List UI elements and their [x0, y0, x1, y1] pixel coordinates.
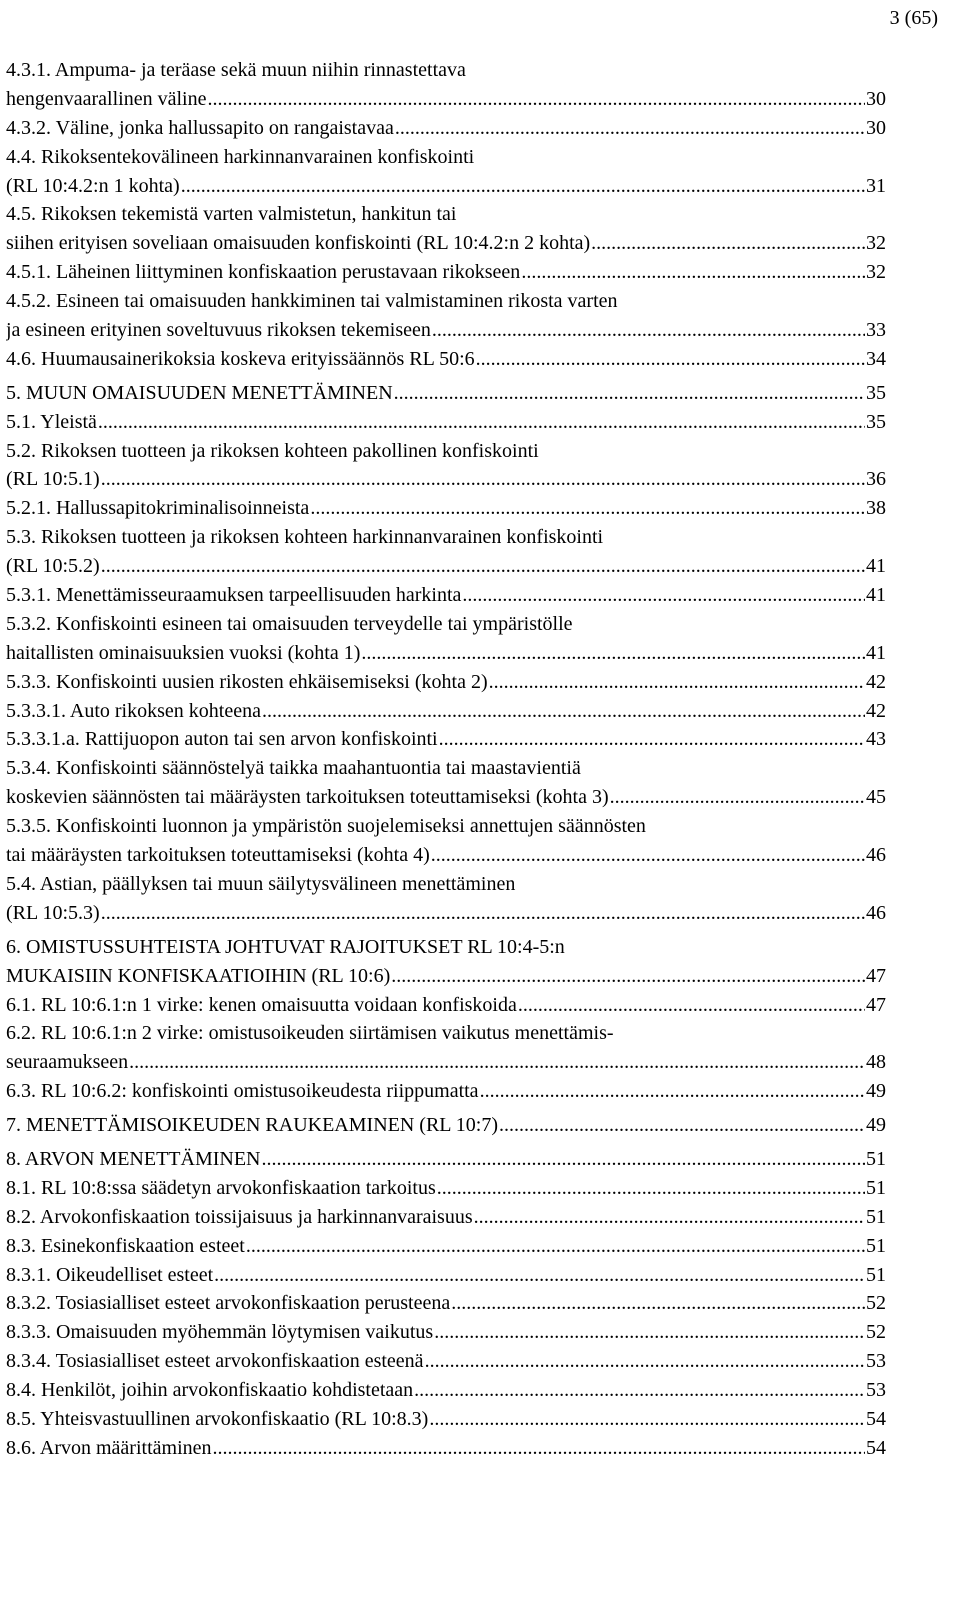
toc-entry[interactable] [6, 287, 886, 316]
toc-entry-page: 51 [866, 1147, 886, 1170]
dot-leader [246, 1232, 865, 1261]
toc-entry-title: haitallisten ominaisuuksien vuoksi (kohta 1) [6, 641, 361, 664]
dot-leader [101, 899, 865, 928]
dot-leader [439, 725, 865, 754]
toc-entry[interactable] [6, 725, 886, 754]
toc-entry-page: 45 [866, 786, 886, 809]
toc-entry-title: 8.4. Henkilöt, joihin arvokonfiskaatio kohdistetaan [6, 1379, 414, 1402]
dot-leader [361, 639, 865, 668]
toc-entry-title: 5.3.3.1.a. Rattijuopon auton tai sen arvon konfiskointi [6, 728, 438, 751]
toc-entry-title: 4.5. Rikoksen tekemistä varten valmistetun, hankitun tai [6, 203, 457, 226]
dot-leader [310, 494, 865, 523]
toc-entry-title: 7. MENETTÄMISOIKEUDEN RAUKEAMINEN (RL 10:7) [6, 1114, 498, 1137]
dot-leader [432, 316, 865, 345]
toc-entry-title: 6.1. RL 10:6.1:n 1 virke: kenen omaisuutta voidaan konfiskoida [6, 993, 517, 1016]
dot-leader [207, 85, 865, 114]
dot-leader [480, 1077, 865, 1106]
toc-entry-title: 8.3.4. Tosiasialliset esteet arvokonfiskaation esteenä [6, 1350, 424, 1373]
toc-entry-page: 46 [866, 901, 886, 924]
toc-entry[interactable] [6, 345, 886, 374]
toc-entry-title: 5.3. Rikoksen tuotteen ja rikoksen kohteen harkinnanvarainen konfiskointi [6, 526, 604, 549]
toc-entry-page: 52 [866, 1292, 886, 1315]
toc-entry-page: 51 [866, 1176, 886, 1199]
toc-entry[interactable] [6, 812, 886, 841]
toc-entry-title: MUKAISIIN KONFISKAATIOIHIN (RL 10:6) [6, 964, 391, 987]
toc-entry[interactable] [6, 56, 886, 85]
toc-entry-title: (RL 10:5.1) [6, 468, 100, 491]
toc-entry-title: 8.5. Yhteisvastuullinen arvokonfiskaatio (RL 10:8.3) [6, 1407, 429, 1430]
toc-entry-title: 8.6. Arvon määrittäminen [6, 1436, 212, 1459]
dot-leader [213, 1434, 865, 1463]
toc-entry[interactable] [6, 1232, 886, 1261]
toc-entry-page: 38 [866, 497, 886, 520]
toc-entry-page: 51 [866, 1263, 886, 1286]
toc-entry-page: 52 [866, 1321, 886, 1344]
toc-entry-title: (RL 10:4.2:n 1 kohta) [6, 174, 180, 197]
toc-entry[interactable] [6, 610, 886, 639]
toc-entry-title: 5.4. Astian, päällyksen tai muun säilytysvälineen menettäminen [6, 872, 516, 895]
toc-entry[interactable] [6, 841, 886, 870]
dot-leader [499, 1111, 865, 1140]
toc-entry[interactable] [6, 379, 886, 408]
toc-entry-page: 42 [866, 699, 886, 722]
toc-entry-title: tai määräysten tarkoituksen toteuttamiseksi (kohta 4) [6, 844, 430, 867]
toc-entry-page: 33 [866, 319, 886, 342]
toc-entry[interactable] [6, 437, 886, 466]
toc-entry-title: 5.2.1. Hallussapitokriminalisoinneista [6, 497, 310, 520]
dot-leader [391, 962, 865, 991]
toc-entry-page: 47 [866, 964, 886, 987]
toc-entry[interactable] [6, 523, 886, 552]
dot-leader [425, 1347, 865, 1376]
toc-entry[interactable] [6, 552, 886, 581]
table-of-contents [6, 56, 886, 1463]
toc-entry-page: 53 [866, 1379, 886, 1402]
toc-entry[interactable] [6, 991, 886, 1020]
toc-entry[interactable] [6, 258, 886, 287]
toc-entry[interactable] [6, 581, 886, 610]
toc-entry-title: 4.6. Huumausainerikoksia koskeva erityissäännös RL 50:6 [6, 347, 475, 370]
toc-entry-title: 5.3.1. Menettämisseuraamuksen tarpeellisuuden harkinta [6, 584, 462, 607]
toc-entry[interactable] [6, 85, 886, 114]
dot-leader [462, 581, 865, 610]
dot-leader [591, 229, 865, 258]
toc-entry[interactable] [6, 1077, 886, 1106]
toc-entry[interactable] [6, 1376, 886, 1405]
toc-entry[interactable] [6, 316, 886, 345]
toc-entry-page: 32 [866, 232, 886, 255]
dot-leader [395, 114, 865, 143]
toc-entry[interactable] [6, 143, 886, 172]
toc-entry-page: 51 [866, 1205, 886, 1228]
toc-entry[interactable] [6, 933, 886, 962]
toc-entry-title: ja esineen erityinen soveltuvuus rikoksen tekemiseen [6, 319, 431, 342]
toc-entry-page: 48 [866, 1051, 886, 1074]
toc-entry[interactable] [6, 200, 886, 229]
toc-entry-page: 35 [866, 410, 886, 433]
toc-entry-page: 47 [866, 993, 886, 1016]
toc-entry-title: 5.2. Rikoksen tuotteen ja rikoksen kohteen pakollinen konfiskointi [6, 439, 539, 462]
toc-entry-title: 6. OMISTUSSUHTEISTA JOHTUVAT RAJOITUKSET RL 10:4-5:n [6, 935, 565, 958]
toc-entry-title: seuraamukseen [6, 1051, 129, 1074]
toc-entry-page: 30 [866, 116, 886, 139]
toc-entry[interactable] [6, 668, 886, 697]
toc-entry[interactable] [6, 697, 886, 726]
toc-entry[interactable] [6, 962, 886, 991]
toc-entry-title: 8.3.2. Tosiasialliset esteet arvokonfiskaation perusteena [6, 1292, 451, 1315]
toc-entry-page: 46 [866, 844, 886, 867]
toc-entry-page: 36 [866, 468, 886, 491]
toc-entry-page: 32 [866, 261, 886, 284]
toc-entry-title: hengenvaarallinen väline [6, 87, 207, 110]
toc-entry[interactable] [6, 1019, 886, 1048]
dot-leader [101, 552, 865, 581]
dot-leader [262, 1145, 866, 1174]
dot-leader [129, 1048, 865, 1077]
dot-leader [521, 258, 865, 287]
toc-entry[interactable] [6, 1111, 886, 1140]
toc-entry[interactable] [6, 899, 886, 928]
toc-entry[interactable] [6, 1318, 886, 1347]
dot-leader [214, 1261, 865, 1290]
toc-entry-title: siihen erityisen soveliaan omaisuuden konfiskointi (RL 10:4.2:n 2 kohta) [6, 232, 591, 255]
toc-entry[interactable] [6, 754, 886, 783]
dot-leader [434, 1318, 865, 1347]
dot-leader [518, 991, 865, 1020]
toc-entry-title: 6.2. RL 10:6.1:n 2 virke: omistusoikeuden siirtämisen vaikutus menettämis- [6, 1022, 614, 1045]
dot-leader [476, 345, 865, 374]
toc-entry[interactable] [6, 783, 886, 812]
toc-entry-page: 53 [866, 1350, 886, 1373]
dot-leader [451, 1289, 865, 1318]
page-number: 3 (65) [889, 7, 938, 29]
toc-entry-page: 54 [866, 1407, 886, 1430]
toc-entry-title: 5.3.2. Konfiskointi esineen tai omaisuuden terveydelle tai ympäristölle [6, 612, 573, 635]
toc-entry[interactable] [6, 229, 886, 258]
toc-entry-page: 30 [866, 87, 886, 110]
toc-entry-title: koskevien säännösten tai määräysten tarkoituksen toteuttamiseksi (kohta 3) [6, 786, 609, 809]
toc-entry-title: 5.1. Yleistä [6, 410, 97, 433]
toc-entry-page: 41 [866, 641, 886, 664]
toc-entry-title: 5.3.3. Konfiskointi uusien rikosten ehkäisemiseksi (kohta 2) [6, 670, 488, 693]
toc-entry[interactable] [6, 114, 886, 143]
toc-entry-page: 42 [866, 670, 886, 693]
toc-entry-title: 8. ARVON MENETTÄMINEN [6, 1147, 261, 1170]
toc-entry-title: 8.1. RL 10:8:ssa säädetyn arvokonfiskaation tarkoitus [6, 1176, 436, 1199]
toc-entry-title: (RL 10:5.2) [6, 555, 100, 578]
toc-entry-page: 49 [866, 1114, 886, 1137]
dot-leader [437, 1174, 865, 1203]
toc-entry-title: (RL 10:5.3) [6, 901, 100, 924]
dot-leader [431, 841, 865, 870]
toc-entry-title: 4.3.2. Väline, jonka hallussapito on rangaistavaa [6, 116, 394, 139]
dot-leader [181, 172, 865, 201]
dot-leader [101, 465, 865, 494]
dot-leader [262, 697, 865, 726]
toc-entry[interactable] [6, 1289, 886, 1318]
toc-entry-page: 54 [866, 1436, 886, 1459]
dot-leader [98, 408, 865, 437]
toc-entry[interactable] [6, 494, 886, 523]
toc-entry-title: 4.4. Rikoksentekovälineen harkinnanvarainen konfiskointi [6, 145, 475, 168]
dot-leader [414, 1376, 865, 1405]
toc-entry[interactable] [6, 870, 886, 899]
toc-entry-title: 4.5.2. Esineen tai omaisuuden hankkiminen tai valmistaminen rikosta varten [6, 290, 618, 313]
toc-entry[interactable] [6, 1434, 886, 1463]
toc-entry[interactable] [6, 639, 886, 668]
toc-entry[interactable] [6, 408, 886, 437]
dot-leader [489, 668, 865, 697]
toc-entry[interactable] [6, 465, 886, 494]
toc-entry-page: 35 [866, 381, 886, 404]
toc-entry-title: 5.3.3.1. Auto rikoksen kohteena [6, 699, 261, 722]
toc-entry-title: 5.3.4. Konfiskointi säännöstelyä taikka maahantuontia tai maastavientiä [6, 757, 581, 780]
toc-entry[interactable] [6, 1203, 886, 1232]
toc-entry-title: 5.3.5. Konfiskointi luonnon ja ympäristön suojelemiseksi annettujen säännösten [6, 815, 646, 838]
dot-leader [610, 783, 865, 812]
toc-entry-title: 4.3.1. Ampuma- ja teräase sekä muun niihin rinnastettava [6, 59, 466, 81]
toc-entry[interactable] [6, 1174, 886, 1203]
toc-entry-page: 41 [866, 555, 886, 578]
dot-leader [394, 379, 865, 408]
toc-entry-page: 41 [866, 584, 886, 607]
toc-entry-title: 5. MUUN OMAISUUDEN MENETTÄMINEN [6, 381, 393, 404]
dot-leader [474, 1203, 865, 1232]
toc-entry-page: 49 [866, 1080, 886, 1103]
toc-entry-title: 8.2. Arvokonfiskaation toissijaisuus ja harkinnanvaraisuus [6, 1205, 473, 1228]
toc-entry-page: 34 [866, 347, 886, 370]
toc-entry[interactable] [6, 1405, 886, 1434]
toc-entry[interactable] [6, 1145, 886, 1174]
toc-entry-page: 43 [866, 728, 886, 751]
toc-entry-title: 4.5.1. Läheinen liittyminen konfiskaation perustavaan rikokseen [6, 261, 521, 284]
toc-entry-title: 6.3. RL 10:6.2: konfiskointi omistusoikeudesta riippumatta [6, 1080, 479, 1103]
toc-entry[interactable] [6, 1261, 886, 1290]
toc-entry[interactable] [6, 172, 886, 201]
toc-entry-title: 8.3.3. Omaisuuden myöhemmän löytymisen vaikutus [6, 1321, 434, 1344]
toc-entry-title: 8.3. Esinekonfiskaation esteet [6, 1234, 245, 1257]
toc-entry[interactable] [6, 1347, 886, 1376]
dot-leader [429, 1405, 865, 1434]
toc-entry[interactable] [6, 1048, 886, 1077]
toc-entry-page: 51 [866, 1234, 886, 1257]
toc-entry-page: 31 [866, 174, 886, 197]
toc-entry-title: 8.3.1. Oikeudelliset esteet [6, 1263, 214, 1286]
